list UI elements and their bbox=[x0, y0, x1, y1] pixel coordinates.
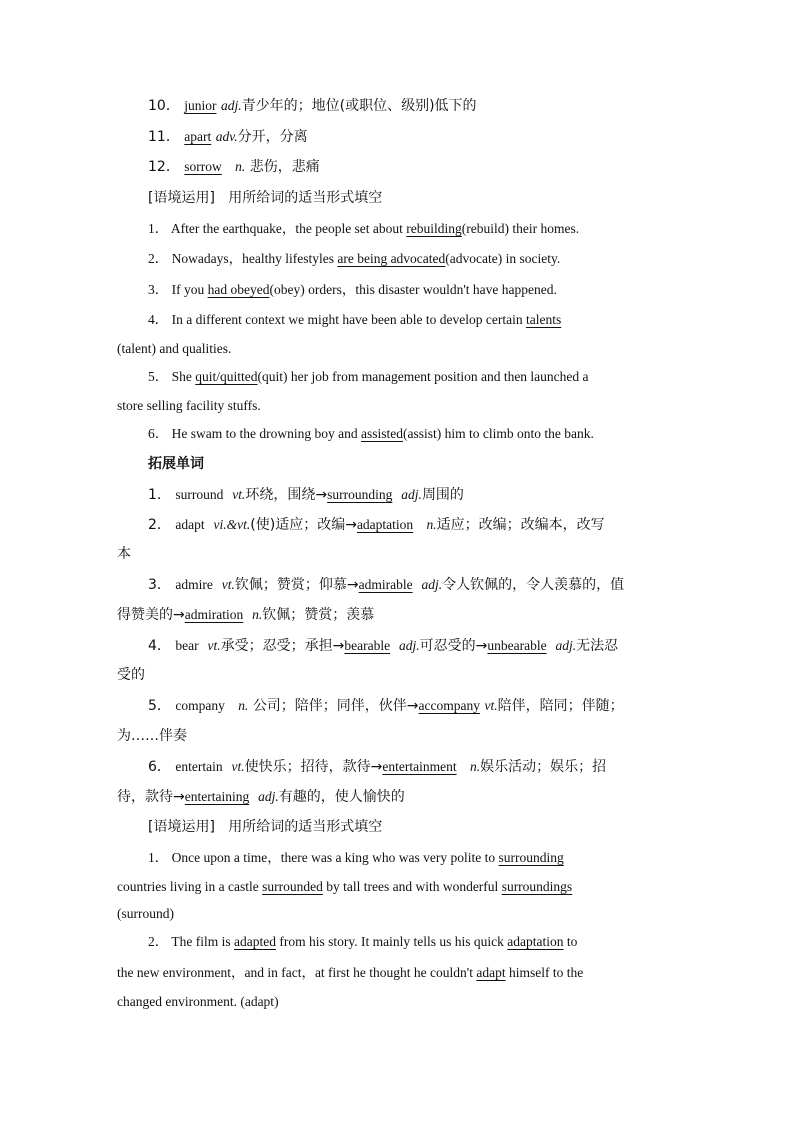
answer-text: assisted bbox=[360, 426, 403, 441]
item-number: 6． bbox=[148, 759, 171, 775]
meaning: 使快乐；招待，款待→ bbox=[244, 759, 383, 775]
sentence-text: If you bbox=[171, 282, 208, 297]
answer-text: junior bbox=[184, 98, 217, 113]
sentence-5-cont bbox=[117, 396, 677, 416]
part-of-speech: vt. bbox=[232, 487, 246, 502]
item-number: 4． bbox=[148, 638, 171, 654]
sentence-5 bbox=[148, 367, 708, 387]
part-of-speech: adj. bbox=[421, 577, 443, 592]
meaning: 无法忍 bbox=[576, 638, 619, 654]
answer-text: entertaining bbox=[184, 789, 250, 804]
meaning: 适应；改编；改编本，改写 bbox=[436, 517, 605, 533]
vocab-item-11 bbox=[148, 127, 708, 147]
answer-text: adaptation bbox=[507, 934, 564, 949]
expand-item-5-cont bbox=[117, 726, 677, 746]
meaning: 公司；陪伴；同伴，伙伴→ bbox=[252, 698, 419, 714]
meaning: 青少年的；地位(或职位、级别)低下的 bbox=[241, 98, 477, 114]
sentence-text: (quit) her job from management position and then launched a bbox=[257, 369, 589, 384]
expand-item-5 bbox=[148, 696, 708, 716]
part-of-speech: n. bbox=[235, 159, 246, 174]
sentence-text: store selling facility stuffs. bbox=[117, 398, 261, 413]
answer-text: are being advocated bbox=[337, 251, 446, 266]
answer-text: had obeyed bbox=[207, 282, 270, 297]
meaning: 悲伤，悲痛 bbox=[249, 159, 320, 175]
item-number: 5． bbox=[148, 369, 169, 384]
expand-words-heading: 拓展单词 bbox=[148, 456, 204, 472]
item-number: 1． bbox=[148, 487, 171, 503]
vocab-item-12 bbox=[148, 157, 708, 177]
headword: admire bbox=[175, 577, 213, 592]
meaning: 本 bbox=[117, 546, 131, 562]
expand-item-2-cont bbox=[117, 544, 677, 564]
item-number: 1． bbox=[148, 221, 169, 236]
sentence-text: (assist) him to climb onto the bank. bbox=[402, 426, 594, 441]
answer-text: surroundings bbox=[501, 879, 573, 894]
item-number: 3． bbox=[148, 577, 171, 593]
vocab-item-10 bbox=[148, 96, 708, 116]
sentence-text: (talent) and qualities. bbox=[117, 341, 232, 356]
answer-text: adaptation bbox=[356, 517, 414, 532]
headword: adapt bbox=[175, 517, 205, 532]
meaning: 令人钦佩的，令人羡慕的，值 bbox=[442, 577, 625, 593]
answer-text: accompany bbox=[418, 698, 481, 713]
expand-item-3-cont bbox=[117, 605, 677, 625]
section-tag: [语境运用] bbox=[148, 190, 215, 206]
part-of-speech: adj. bbox=[555, 638, 577, 653]
sentence-text: the new environment，and in fact，at first he thought he couldn't bbox=[117, 965, 477, 980]
meaning: 钦佩；赞赏；仰慕→ bbox=[234, 577, 359, 593]
part-of-speech: adj. bbox=[401, 487, 422, 502]
section-heading-usage-1 bbox=[148, 188, 708, 208]
passage-2-line-2 bbox=[117, 963, 677, 983]
meaning: (使)适应；改编→ bbox=[250, 517, 357, 533]
item-number: 2． bbox=[148, 517, 171, 533]
item-number: 5． bbox=[148, 698, 171, 714]
sentence-text: The film is bbox=[171, 934, 235, 949]
answer-text: surrounded bbox=[262, 879, 323, 894]
headword: bear bbox=[175, 638, 199, 653]
part-of-speech: vt. bbox=[484, 698, 498, 713]
headword: surround bbox=[175, 487, 224, 502]
sentence-2 bbox=[148, 249, 708, 269]
sentence-text: (advocate) in society. bbox=[445, 251, 561, 266]
sentence-text: to bbox=[563, 934, 578, 949]
meaning: 钦佩；赞赏；羡慕 bbox=[262, 607, 375, 623]
part-of-speech: n. bbox=[469, 759, 481, 774]
answer-text: surrounding bbox=[498, 850, 564, 865]
sentence-text: from his story. It mainly tells us his quick bbox=[276, 934, 508, 949]
answer-text: rebuilding bbox=[406, 221, 462, 236]
answer-text: admirable bbox=[358, 577, 413, 592]
part-of-speech: n. bbox=[426, 517, 437, 532]
meaning: 得赞美的→ bbox=[117, 607, 185, 623]
expand-item-4 bbox=[148, 636, 708, 656]
item-number: 10． bbox=[148, 98, 180, 114]
sentence-1 bbox=[148, 219, 708, 239]
answer-text: sorrow bbox=[184, 159, 222, 174]
sentence-text: (rebuild) their homes. bbox=[461, 221, 580, 236]
passage-1-line-2 bbox=[117, 877, 677, 897]
part-of-speech: adj. bbox=[399, 638, 420, 653]
answer-text: quit/quitted bbox=[195, 369, 258, 384]
sentence-text: changed environment. (adapt) bbox=[117, 994, 279, 1009]
answer-text: admiration bbox=[184, 607, 244, 622]
sentence-text: After the earthquake，the people set about bbox=[170, 221, 407, 236]
sentence-4 bbox=[148, 310, 708, 330]
answer-text: surrounding bbox=[327, 487, 393, 502]
passage-1-line-1 bbox=[148, 848, 708, 868]
sentence-4-cont bbox=[117, 339, 677, 359]
meaning: 受的 bbox=[117, 667, 145, 683]
item-number: 3． bbox=[148, 282, 169, 297]
section-heading-usage-2 bbox=[148, 817, 708, 837]
meaning: 陪伴，陪同；伴随； bbox=[497, 698, 624, 714]
item-number: 2． bbox=[148, 251, 169, 266]
answer-text: entertainment bbox=[382, 759, 457, 774]
part-of-speech: adj. bbox=[258, 789, 279, 804]
expand-item-1 bbox=[148, 485, 708, 505]
headword: entertain bbox=[175, 759, 223, 774]
passage-2-line-1 bbox=[148, 932, 708, 952]
expand-item-3 bbox=[148, 575, 708, 595]
item-number: 11． bbox=[148, 129, 180, 145]
part-of-speech: vi.&vt. bbox=[213, 517, 251, 532]
sentence-text: countries living in a castle bbox=[117, 879, 263, 894]
meaning: 分开，分离 bbox=[237, 129, 308, 145]
passage-1-line-3 bbox=[117, 904, 677, 924]
part-of-speech: adj. bbox=[220, 98, 242, 113]
sentence-text: (obey) orders，this disaster wouldn't have happened. bbox=[269, 282, 557, 297]
sentence-text: She bbox=[171, 369, 196, 384]
meaning: 有趣的，使人愉快的 bbox=[278, 789, 405, 805]
sentence-text: In a different context we might have been able to develop certain bbox=[171, 312, 526, 327]
answer-text: adapt bbox=[476, 965, 506, 980]
answer-text: talents bbox=[525, 312, 562, 327]
part-of-speech: n. bbox=[238, 698, 249, 713]
passage-2-line-3 bbox=[117, 992, 677, 1012]
expand-item-4-cont bbox=[117, 665, 677, 685]
section-instruction: 用所给词的适当形式填空 bbox=[228, 190, 383, 206]
part-of-speech: vt. bbox=[207, 638, 221, 653]
sentence-3 bbox=[148, 280, 708, 300]
answer-text: adapted bbox=[234, 934, 276, 949]
answer-text: apart bbox=[184, 129, 212, 144]
sentence-text: Once upon a time，there was a king who was very polite to bbox=[171, 850, 499, 865]
item-number: 2． bbox=[148, 934, 169, 949]
item-number: 12． bbox=[148, 159, 180, 175]
part-of-speech: vt. bbox=[231, 759, 245, 774]
expand-item-6-cont bbox=[117, 787, 677, 807]
sentence-6 bbox=[148, 424, 708, 444]
meaning: 娱乐活动；娱乐；招 bbox=[480, 759, 607, 775]
part-of-speech: vt. bbox=[221, 577, 235, 592]
sentence-text: by tall trees and with wonderful bbox=[322, 879, 502, 894]
part-of-speech: n. bbox=[252, 607, 263, 622]
section-instruction: 用所给词的适当形式填空 bbox=[228, 819, 383, 835]
item-number: 1． bbox=[148, 850, 169, 865]
part-of-speech: adv. bbox=[215, 129, 238, 144]
sentence-text: Nowadays，healthy lifestyles bbox=[171, 251, 338, 266]
meaning: 环绕，围绕→ bbox=[245, 487, 328, 503]
meaning: 可忍受的→ bbox=[419, 638, 488, 654]
meaning: 承受；忍受；承担→ bbox=[220, 638, 345, 654]
sentence-text: himself to the bbox=[505, 965, 584, 980]
answer-text: bearable bbox=[344, 638, 391, 653]
sentence-text: He swam to the drowning boy and bbox=[171, 426, 361, 441]
meaning: 为……伴奏 bbox=[117, 728, 187, 744]
section-tag: [语境运用] bbox=[148, 819, 215, 835]
expand-item-6 bbox=[148, 757, 708, 777]
item-number: 6． bbox=[148, 426, 169, 441]
sentence-text: (surround) bbox=[117, 906, 174, 921]
item-number: 4． bbox=[148, 312, 169, 327]
headword: company bbox=[175, 698, 225, 713]
expand-item-2 bbox=[148, 515, 708, 535]
meaning: 待，款待→ bbox=[117, 789, 185, 805]
meaning: 周围的 bbox=[421, 487, 464, 503]
answer-text: unbearable bbox=[487, 638, 547, 653]
